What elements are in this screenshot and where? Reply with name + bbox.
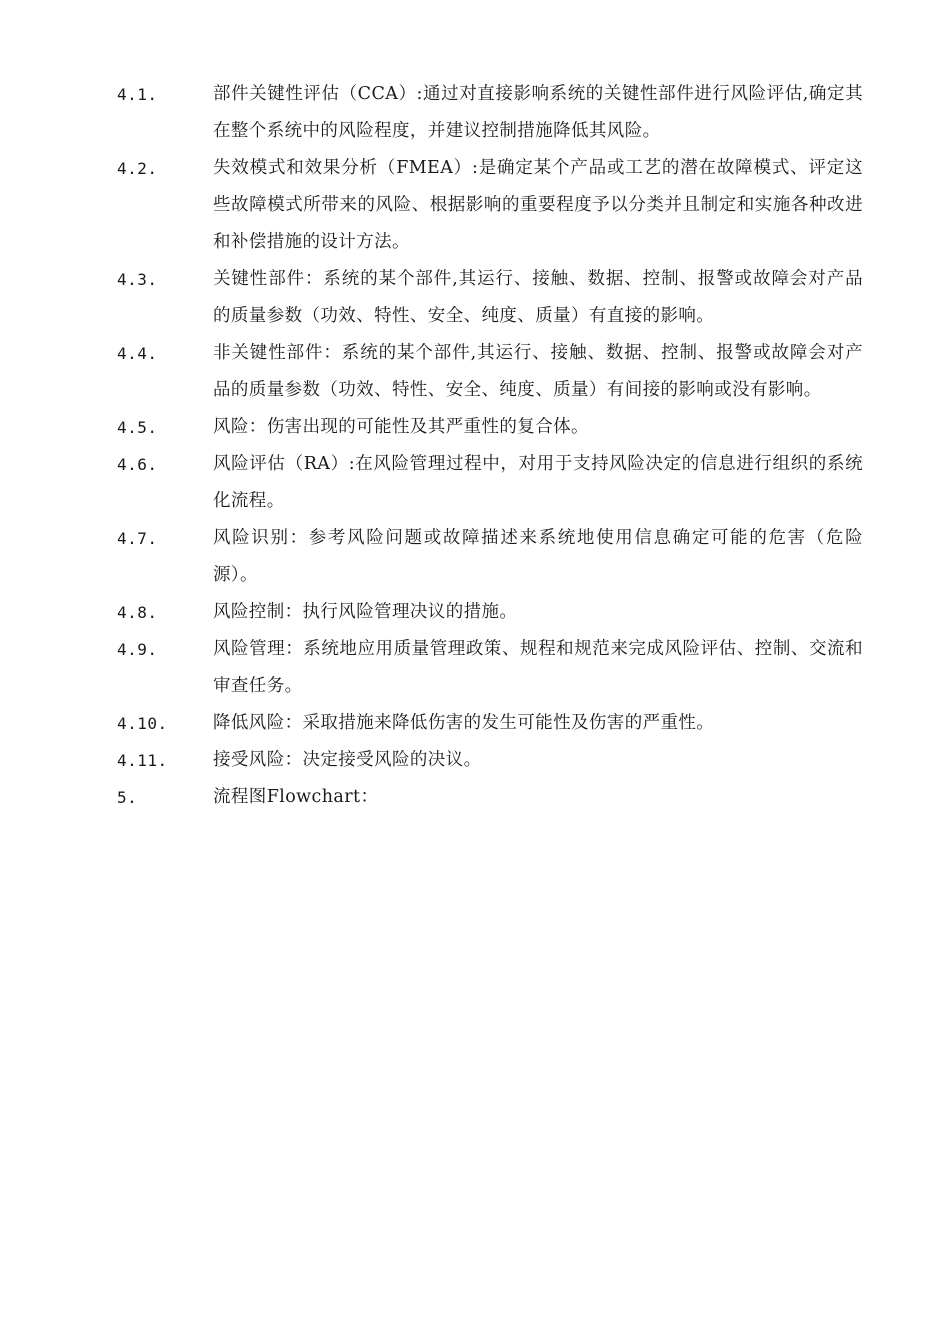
item-text: 风险识别：参考风险问题或故障描述来系统地使用信息确定可能的危害（危险源）。 [213,528,863,585]
item-text: 失效模式和效果分析（FMEA）:是确定某个产品或工艺的潜在故障模式、评定这些故障模式所带来的风险、根据影响的重要程度予以分类并且制定和实施各种改进和补偿措施的设计方法。 [213,158,863,252]
definitions-list [117,76,877,816]
item-text: 流程图Flowchart： [213,787,379,807]
list-item [117,76,877,150]
list-item [117,742,877,779]
list-item [117,520,877,594]
item-text: 降低风险：采取措施来降低伤害的发生可能性及伤害的严重性。 [213,713,715,733]
list-item [117,409,877,446]
item-number: 4.3. [117,270,158,289]
item-text: 风险管理：系统地应用质量管理政策、规程和规范来完成风险评估、控制、交流和审查任务。 [213,639,863,696]
list-item [117,446,877,520]
item-number: 4.5. [117,418,158,437]
item-number: 4.6. [117,455,158,474]
item-text: 风险评估（RA）:在风险管理过程中，对用于支持风险决定的信息进行组织的系统化流程。 [213,454,863,511]
list-item [117,261,877,335]
list-item [117,150,877,261]
item-number: 4.8. [117,603,158,622]
list-item [117,705,877,742]
item-text: 接受风险：决定接受风险的决议。 [213,750,482,770]
item-text: 非关键性部件：系统的某个部件,其运行、接触、数据、控制、报警或故障会对产品的质量参数（功效、特性、安全、纯度、质量）有间接的影响或没有影响。 [213,343,863,400]
item-number: 4.4. [117,344,158,363]
item-number: 5. [117,788,138,807]
item-text: 风险控制：执行风险管理决议的措施。 [213,602,518,622]
list-item [117,335,877,409]
item-text: 部件关键性评估（CCA）:通过对直接影响系统的关键性部件进行风险评估,确定其在整个系统中的风险程度，并建议控制措施降低其风险。 [213,84,863,141]
item-number: 4.7. [117,529,158,548]
item-number: 4.11. [117,751,168,770]
item-text: 关键性部件：系统的某个部件,其运行、接触、数据、控制、报警或故障会对产品的质量参数（功效、特性、安全、纯度、质量）有直接的影响。 [213,269,863,326]
item-text: 风险：伤害出现的可能性及其严重性的复合体。 [213,417,589,437]
list-item [117,594,877,631]
item-number: 4.2. [117,159,158,178]
item-number: 4.1. [117,85,158,104]
list-item [117,631,877,705]
item-number: 4.10. [117,714,168,733]
item-number: 4.9. [117,640,158,659]
section-heading-flowchart [117,779,877,816]
